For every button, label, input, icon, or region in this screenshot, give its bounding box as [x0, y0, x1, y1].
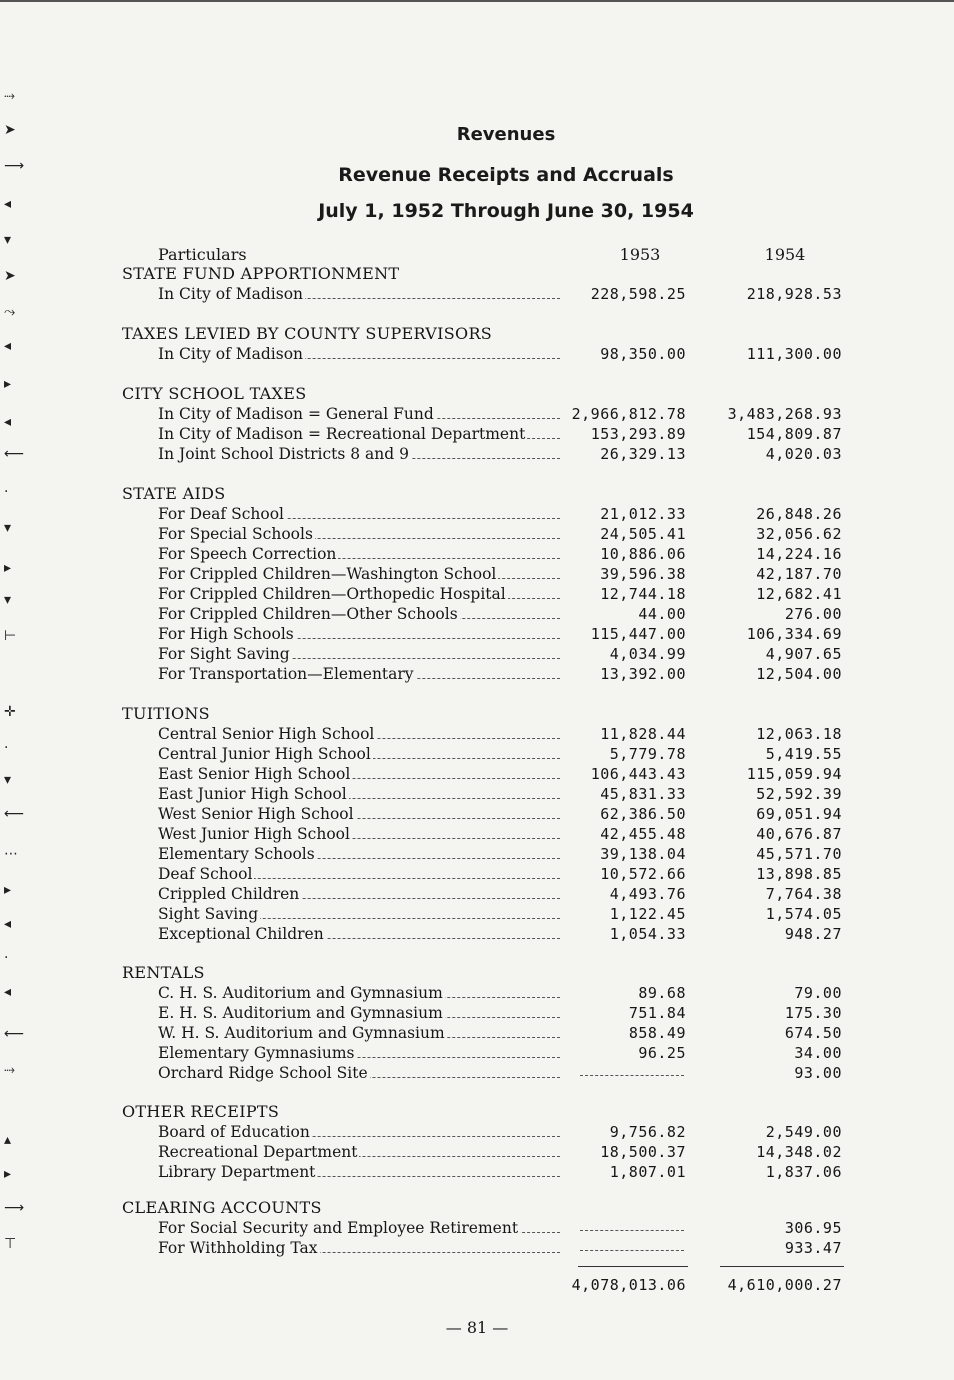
table-row	[0, 344, 954, 364]
margin-mark: ⟵	[4, 446, 25, 462]
row-label	[158, 924, 560, 944]
table-row	[0, 884, 954, 904]
margin-mark: ⤑	[4, 1062, 16, 1078]
row-label-text: East Junior High School	[158, 785, 347, 803]
row-label-text: W. H. S. Auditorium and Gymnasium	[158, 1024, 445, 1042]
value-1954: 276.00	[784, 605, 842, 623]
table-row	[0, 1238, 954, 1258]
row-label-text: For Special Schools	[158, 525, 313, 543]
row-label	[158, 1063, 560, 1083]
value-1953: 98,350.00	[600, 345, 686, 363]
row-label-text: For Transportation—Elementary	[158, 665, 414, 683]
value-1953: 39,596.38	[600, 565, 686, 583]
table-row	[0, 784, 954, 804]
margin-mark: ·	[4, 950, 9, 966]
section-title: CITY SCHOOL TAXES	[122, 384, 307, 403]
section-heading	[0, 963, 954, 983]
value-1953: 10,572.66	[600, 865, 686, 883]
margin-mark: ▸	[4, 882, 12, 898]
section-title: CLEARING ACCOUNTS	[122, 1198, 322, 1217]
section-title: OTHER RECEIPTS	[122, 1102, 280, 1121]
value-1953: 89.68	[638, 984, 686, 1002]
row-label	[158, 564, 560, 584]
value-1954: 1,837.06	[765, 1163, 842, 1181]
value-1953: 12,744.18	[600, 585, 686, 603]
table-row	[0, 1043, 954, 1063]
table-row	[0, 724, 954, 744]
row-label	[158, 1162, 560, 1182]
row-label	[158, 604, 560, 624]
margin-mark: ➤	[4, 122, 16, 138]
value-1954: 26,848.26	[756, 505, 842, 523]
row-label	[158, 1142, 560, 1162]
table-row	[0, 1142, 954, 1162]
margin-mark: ⋯	[4, 846, 18, 862]
value-1954: 79.00	[794, 984, 842, 1002]
row-label	[158, 764, 560, 784]
value-1953: 153,293.89	[590, 425, 686, 443]
table-row	[0, 1218, 954, 1238]
row-label	[158, 664, 560, 684]
table-row	[0, 824, 954, 844]
value-1954: 4,020.03	[765, 445, 842, 463]
row-label-text: For Crippled Children—Other Schools	[158, 605, 458, 623]
row-label	[158, 444, 560, 464]
value-1954: 14,224.16	[756, 545, 842, 563]
row-label-text: West Senior High School	[158, 805, 354, 823]
row-label-text: Board of Education	[158, 1123, 310, 1141]
value-1954: 115,059.94	[746, 765, 842, 783]
margin-mark: ·	[4, 484, 9, 500]
row-label-text: For Speech Correction	[158, 545, 337, 563]
value-1953: 13,392.00	[600, 665, 686, 683]
value-1953: 228,598.25	[590, 285, 686, 303]
section-heading	[0, 264, 954, 284]
value-1954: 34.00	[794, 1044, 842, 1062]
value-1953: 751.84	[628, 1004, 686, 1022]
margin-mark: ⟶	[4, 158, 25, 174]
table-row	[0, 644, 954, 664]
column-header-particulars: Particulars	[158, 245, 247, 264]
value-1953: 42,455.48	[600, 825, 686, 843]
total-rule-1954	[720, 1266, 844, 1267]
row-label	[158, 1122, 560, 1142]
value-1953: 44.00	[638, 605, 686, 623]
row-label-text: In City of Madison = General Fund	[158, 405, 434, 423]
value-1954: 12,682.41	[756, 585, 842, 603]
section-title: RENTALS	[122, 963, 205, 982]
row-label-text: Crippled Children	[158, 885, 300, 903]
table-row	[0, 844, 954, 864]
table-row	[0, 564, 954, 584]
value-1953: 18,500.37	[600, 1143, 686, 1161]
value-1954: 111,300.00	[746, 345, 842, 363]
table-row	[0, 983, 954, 1003]
row-label-text: Central Junior High School	[158, 745, 371, 763]
section-title: STATE AIDS	[122, 484, 226, 503]
value-1953: 45,831.33	[600, 785, 686, 803]
value-1954: 154,809.87	[746, 425, 842, 443]
row-label-text: In Joint School Districts 8 and 9	[158, 445, 409, 463]
row-label	[158, 404, 560, 424]
row-label	[158, 844, 560, 864]
section-title: TAXES LEVIED BY COUNTY SUPERVISORS	[122, 324, 493, 343]
margin-mark: ▾	[4, 520, 12, 536]
table-row	[0, 744, 954, 764]
row-label	[158, 904, 560, 924]
row-label-text: Orchard Ridge School Site	[158, 1064, 368, 1082]
margin-mark: ⟶	[4, 1200, 25, 1216]
value-1954: 2,549.00	[765, 1123, 842, 1141]
value-1954: 3,483,268.93	[727, 405, 842, 423]
value-1953: 39,138.04	[600, 845, 686, 863]
page-title: Revenues	[456, 124, 556, 145]
margin-mark: ▾	[4, 592, 12, 608]
value-1954: 5,419.55	[765, 745, 842, 763]
value-1954: 12,504.00	[756, 665, 842, 683]
row-label	[158, 1003, 560, 1023]
table-row	[0, 524, 954, 544]
row-label-text: Central Senior High School	[158, 725, 375, 743]
value-1954: 32,056.62	[756, 525, 842, 543]
column-header-1953: 1953	[619, 245, 661, 264]
value-1953-blank	[580, 1250, 684, 1251]
reporting-period: July 1, 1952 Through June 30, 1954	[318, 200, 694, 222]
row-label	[158, 1218, 560, 1238]
value-1953: 24,505.41	[600, 525, 686, 543]
margin-mark: ◂	[4, 414, 12, 430]
value-1954: 674.50	[784, 1024, 842, 1042]
section-heading	[0, 1198, 954, 1218]
column-header-1954: 1954	[764, 245, 806, 264]
value-1953: 21,012.33	[600, 505, 686, 523]
row-label-text: Exceptional Children	[158, 925, 324, 943]
table-row	[0, 1063, 954, 1083]
section-heading	[0, 1102, 954, 1122]
margin-mark: ▸	[4, 560, 12, 576]
value-1954: 69,051.94	[756, 805, 842, 823]
value-1954: 52,592.39	[756, 785, 842, 803]
row-label-text: In City of Madison	[158, 285, 304, 303]
margin-mark: ⟵	[4, 1026, 25, 1042]
row-label	[158, 983, 560, 1003]
row-label	[158, 884, 560, 904]
row-label-text: For Deaf School	[158, 505, 284, 523]
row-label	[158, 544, 560, 564]
row-label	[158, 424, 560, 444]
margin-mark: ▸	[4, 376, 12, 392]
value-1953: 5,779.78	[609, 745, 686, 763]
row-label	[158, 864, 560, 884]
value-1953: 106,443.43	[590, 765, 686, 783]
value-1953-blank	[580, 1075, 684, 1076]
section-title: TUITIONS	[122, 704, 210, 723]
row-label-text: Deaf School	[158, 865, 253, 883]
section-heading	[0, 484, 954, 504]
margin-mark: ◂	[4, 916, 12, 932]
value-1953: 10,886.06	[600, 545, 686, 563]
table-row	[0, 1122, 954, 1142]
row-label-text: For Sight Saving	[158, 645, 290, 663]
value-1954: 106,334.69	[746, 625, 842, 643]
value-1953: 26,329.13	[600, 445, 686, 463]
value-1953: 11,828.44	[600, 725, 686, 743]
value-1954: 12,063.18	[756, 725, 842, 743]
value-1954: 4,907.65	[765, 645, 842, 663]
margin-mark: ·	[4, 740, 9, 756]
page-number: — 81 —	[445, 1318, 509, 1337]
row-label-text: In City of Madison	[158, 345, 304, 363]
margin-mark: ▸	[4, 1166, 12, 1182]
row-label	[158, 284, 560, 304]
table-row	[0, 584, 954, 604]
row-label	[158, 584, 560, 604]
value-1954: 7,764.38	[765, 885, 842, 903]
row-label-text: E. H. S. Auditorium and Gymnasium	[158, 1004, 443, 1022]
margin-mark: ✛	[4, 704, 16, 720]
value-1953: 4,034.99	[609, 645, 686, 663]
value-1954: 14,348.02	[756, 1143, 842, 1161]
row-label-text: For High Schools	[158, 625, 294, 643]
row-label-text: For Social Security and Employee Retirement	[158, 1219, 519, 1237]
margin-mark: ▾	[4, 232, 12, 248]
margin-mark: ▾	[4, 772, 12, 788]
row-label	[158, 524, 560, 544]
value-1954: 1,574.05	[765, 905, 842, 923]
page-top-edge	[0, 0, 954, 2]
row-label	[158, 624, 560, 644]
section-heading	[0, 704, 954, 724]
row-label-text: West Junior High School	[158, 825, 350, 843]
row-label	[158, 344, 560, 364]
table-row	[0, 804, 954, 824]
value-1953: 62,386.50	[600, 805, 686, 823]
page-subtitle: Revenue Receipts and Accruals	[338, 164, 674, 186]
value-1953: 858.49	[628, 1024, 686, 1042]
row-label	[158, 824, 560, 844]
margin-mark: ⟵	[4, 806, 25, 822]
row-label	[158, 644, 560, 664]
value-1953: 1,807.01	[609, 1163, 686, 1181]
value-1954: 933.47	[784, 1239, 842, 1257]
section-title: STATE FUND APPORTIONMENT	[122, 264, 400, 283]
value-1954: 45,571.70	[756, 845, 842, 863]
table-row	[0, 284, 954, 304]
table-row	[0, 624, 954, 644]
row-label-text: In City of Madison = Recreational Department	[158, 425, 526, 443]
section-heading	[0, 324, 954, 344]
value-1953: 115,447.00	[590, 625, 686, 643]
table-row	[0, 904, 954, 924]
value-1953: 9,756.82	[609, 1123, 686, 1141]
row-label	[158, 1023, 560, 1043]
value-1954: 13,898.85	[756, 865, 842, 883]
table-row	[0, 544, 954, 564]
section-heading	[0, 384, 954, 404]
value-1954: 42,187.70	[756, 565, 842, 583]
row-label-text: Elementary Schools	[158, 845, 315, 863]
margin-mark: ⤳	[4, 304, 16, 320]
row-label-text: Recreational Department	[158, 1143, 358, 1161]
table-row	[0, 864, 954, 884]
table-row	[0, 1023, 954, 1043]
value-1954: 175.30	[784, 1004, 842, 1022]
row-label-text: East Senior High School	[158, 765, 351, 783]
value-1954: 948.27	[784, 925, 842, 943]
table-row	[0, 404, 954, 424]
table-row	[0, 424, 954, 444]
row-label	[158, 784, 560, 804]
table-row	[0, 764, 954, 784]
table-row	[0, 504, 954, 524]
value-1954: 218,928.53	[746, 285, 842, 303]
table-row	[0, 924, 954, 944]
value-1953: 4,493.76	[609, 885, 686, 903]
total-1953: 4,078,013.06	[571, 1276, 686, 1294]
table-row	[0, 1162, 954, 1182]
row-label-text: C. H. S. Auditorium and Gymnasium	[158, 984, 443, 1002]
row-label	[158, 1043, 560, 1063]
margin-mark: ◂	[4, 196, 12, 212]
row-label	[158, 1238, 560, 1258]
row-label-text: For Crippled Children—Orthopedic Hospital	[158, 585, 506, 603]
row-label	[158, 504, 560, 524]
margin-mark: ⊢	[4, 628, 17, 644]
row-label-text: Elementary Gymnasiums	[158, 1044, 355, 1062]
row-label	[158, 724, 560, 744]
value-1953: 1,122.45	[609, 905, 686, 923]
row-label-text: Library Department	[158, 1163, 316, 1181]
margin-mark: ⊤	[4, 1236, 17, 1252]
row-label	[158, 744, 560, 764]
table-row	[0, 664, 954, 684]
table-row	[0, 1003, 954, 1023]
table-row	[0, 444, 954, 464]
table-row	[0, 604, 954, 624]
row-label-text: For Crippled Children—Washington School	[158, 565, 497, 583]
row-label	[158, 804, 560, 824]
margin-mark: ⤑	[4, 88, 16, 104]
row-label-text: Sight Saving	[158, 905, 259, 923]
total-rule-1953	[578, 1266, 688, 1267]
value-1954: 40,676.87	[756, 825, 842, 843]
margin-mark: ◂	[4, 338, 12, 354]
value-1954: 93.00	[794, 1064, 842, 1082]
value-1954: 306.95	[784, 1219, 842, 1237]
value-1953: 2,966,812.78	[571, 405, 686, 423]
value-1953: 96.25	[638, 1044, 686, 1062]
value-1953: 1,054.33	[609, 925, 686, 943]
row-label-text: For Withholding Tax	[158, 1239, 318, 1257]
margin-mark: ◂	[4, 984, 12, 1000]
margin-mark: ➤	[4, 268, 16, 284]
value-1953-blank	[580, 1230, 684, 1231]
margin-mark: ▴	[4, 1132, 12, 1148]
total-1954: 4,610,000.27	[727, 1276, 842, 1294]
